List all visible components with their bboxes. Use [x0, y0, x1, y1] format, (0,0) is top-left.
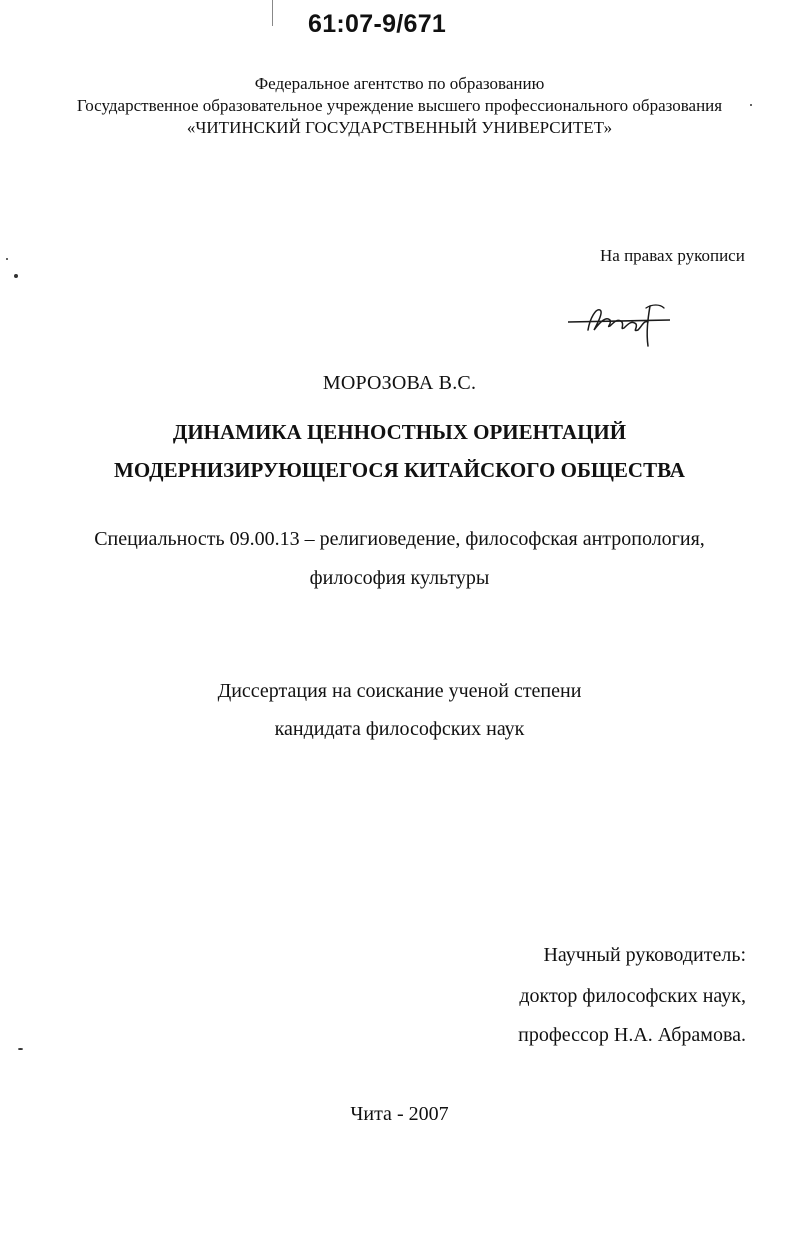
specialty-line1: Специальность 09.00.13 – религиоведение, философская антропология, [94, 528, 705, 550]
scan-speck [18, 1048, 23, 1050]
scan-speck [6, 258, 8, 260]
manuscript-rights: На правах рукописи [600, 246, 745, 265]
thesis-title-line2: МОДЕРНИЗИРУЮЩЕГОСЯ КИТАЙСКОГО ОБЩЕСТВА [114, 458, 685, 482]
scan-speck [750, 104, 752, 106]
university-name: «ЧИТИНСКИЙ ГОСУДАРСТВЕННЫЙ УНИВЕРСИТЕТ» [186, 118, 613, 137]
specialty-line2: философия культуры [309, 567, 490, 589]
dissertation-line2: кандидата философских наук [274, 718, 525, 740]
advisor-name: профессор Н.А. Абрамова. [518, 1024, 746, 1046]
author-name: МОРОЗОВА В.С. [322, 372, 477, 394]
institution-name: Государственное образовательное учреждение высшего профессионального образования [76, 96, 723, 115]
margin-line [272, 0, 273, 26]
scan-speck [14, 274, 18, 278]
agency-name: Федеральное агентство по образованию [254, 74, 545, 93]
thesis-title-line1: ДИНАМИКА ЦЕННОСТНЫХ ОРИЕНТАЦИЙ [172, 420, 627, 444]
dissertation-line1: Диссертация на соискание ученой степени [217, 680, 582, 702]
advisor-label: Научный руководитель: [543, 944, 746, 966]
city-year: Чита - 2007 [350, 1103, 449, 1125]
catalog-code: 61:07-9/671 [308, 10, 447, 38]
advisor-degree: доктор философских наук, [519, 985, 746, 1007]
author-signature [566, 300, 676, 352]
